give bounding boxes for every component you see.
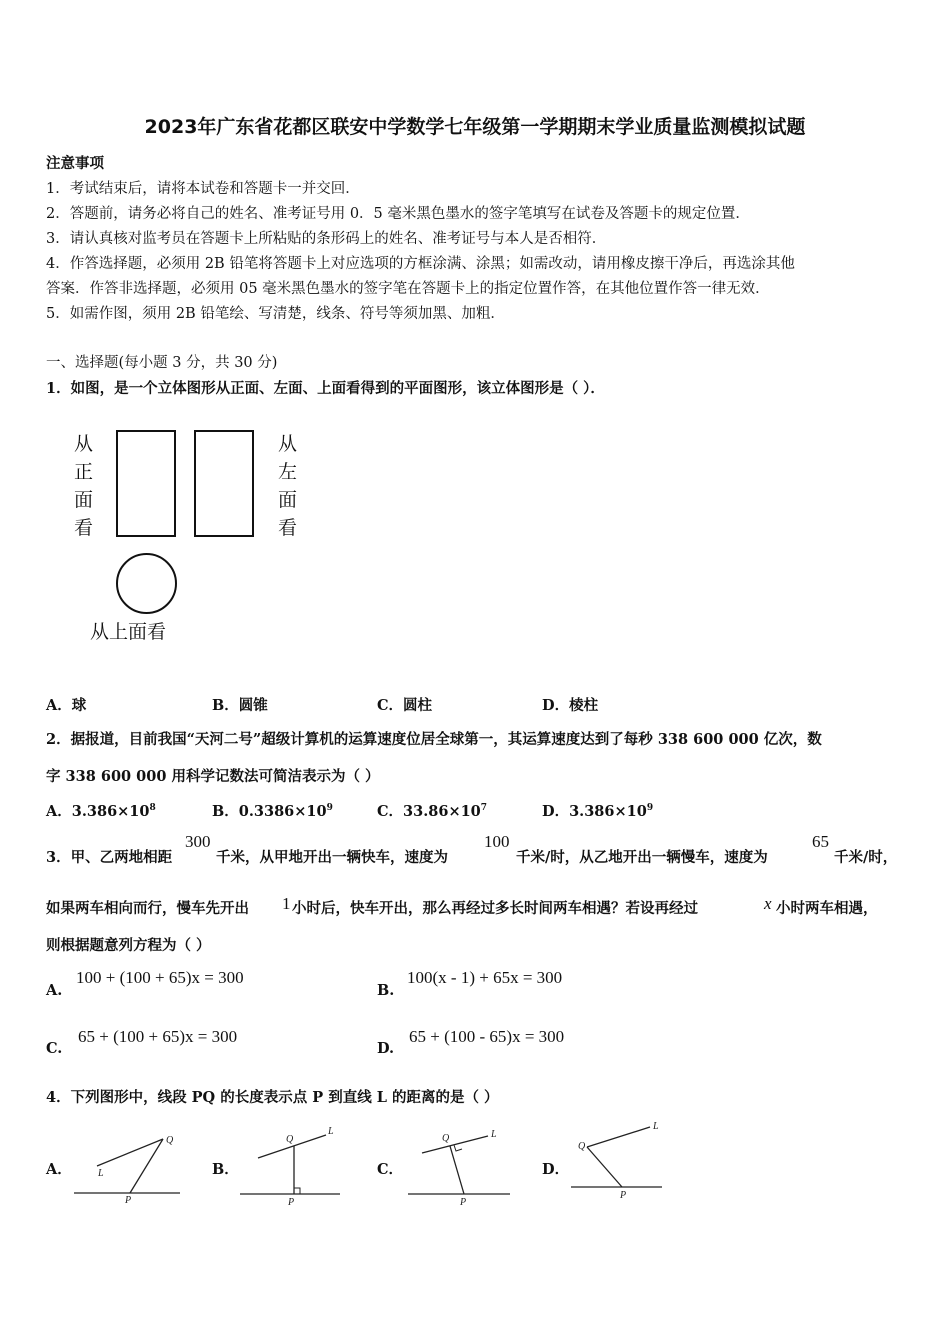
notice-item: 1．考试结束后，请将本试卷和答题卡一并交回．	[46, 181, 360, 197]
q4-option-c-label: C．	[377, 1161, 404, 1178]
q3-option-a-equation: 100 + (100 + 65)x = 300	[76, 968, 244, 987]
q3-text-part: 小时后，快车开出，那么再经过多长时间两车相遇？若设再经过	[292, 900, 698, 917]
point-p-label: P	[125, 1195, 132, 1206]
q3-text-part: 千米，从甲地开出一辆快车，速度为	[216, 849, 448, 866]
q4-option-d-figure	[568, 1115, 668, 1205]
q3-option-b-label: B.	[377, 982, 395, 999]
q4-option-b-label: B．	[212, 1161, 239, 1178]
q1-left-label: 从左面看	[278, 433, 298, 539]
q2-option-a: A．$3.386\times 10^8$	[46, 803, 156, 820]
line-l-label: L	[98, 1168, 104, 1179]
q4-option-d-label: D．	[542, 1161, 570, 1178]
q3-text-part: 3．甲、乙两地相距	[46, 849, 173, 866]
q3-text-part: 则根据题意列方程为（ ）	[46, 937, 211, 954]
point-q-label: Q	[166, 1135, 174, 1146]
q3-option-d-equation: 65 + (100 - 65)x = 300	[409, 1027, 565, 1046]
notice-item: 2．答题前，请务必将自己的姓名、准考证号用 0．5 毫米黑色墨水的签字笔填写在试卷及答题卡的规定位置．	[46, 206, 750, 222]
q2-option-c: C．$33.86\times 10^7$	[377, 803, 488, 820]
q1-option-b: B．圆锥	[212, 697, 268, 714]
q4-option-a-figure	[70, 1130, 185, 1210]
line-l-label: L	[328, 1126, 334, 1137]
q2-line2: 字 338 600 000 用科学记数法可简洁表示为（ ）	[46, 768, 380, 785]
q1-option-d: D．棱柱	[542, 697, 599, 714]
q2-line1: 2．据报道，目前我国“天河二号”超级计算机的运算速度位居全球第一，其运算速度达到了每秒 338 600 000 亿次，数	[46, 731, 822, 748]
q1-option-c: C．圆柱	[377, 697, 433, 714]
q4-option-b-figure	[236, 1120, 346, 1210]
point-q-label: Q	[442, 1133, 450, 1144]
section-heading: 一、选择题(每小题 3 分，共 30 分)	[46, 355, 278, 371]
notice-item: 5．如需作图，须用 2B 铅笔绘、写清楚，线条、符号等须加黑、加粗．	[46, 306, 505, 322]
notice-item: 答案．作答非选择题，必须用 05 毫米黑色墨水的签字笔在答题卡上的指定位置作答，在其他位置作答一律无效．	[46, 281, 770, 297]
q3-distance-value: 300	[185, 832, 211, 851]
q1-stem: 1．如图，是一个立体图形从正面、左面、上面看得到的平面图形，该立体图形是（ ）．	[46, 380, 605, 397]
page-title: 2023年广东省花都区联安中学数学七年级第一学期期末学业质量监测模拟试题	[144, 116, 806, 138]
point-p-label: P	[288, 1197, 295, 1208]
q4-option-c-figure	[404, 1120, 516, 1210]
q1-left-view-rectangle	[194, 430, 254, 537]
q3-variable: x	[764, 894, 772, 913]
q3-option-b-equation: 100(x - 1) + 65x = 300	[407, 968, 563, 987]
q3-text-part: 千米/时，从乙地开出一辆慢车，速度为	[516, 849, 768, 866]
q1-front-view-rectangle	[116, 430, 176, 537]
q1-option-a: A．球	[46, 697, 87, 714]
notice-item: 4．作答选择题，必须用 2B 铅笔将答题卡上对应选项的方框涂满、涂黑；如需改动，请用橡皮擦干净后，再选涂其他	[46, 256, 795, 272]
q3-text-part: 千米/时，	[834, 849, 898, 866]
notice-item: 3．请认真核对监考员在答题卡上所粘贴的条形码上的姓名、准考证号与本人是否相符．	[46, 231, 607, 247]
q3-slow-speed-value: 65	[812, 832, 829, 851]
q4-option-a-label: A．	[46, 1161, 72, 1178]
q1-top-view-circle	[116, 553, 177, 614]
q3-option-c-equation: 65 + (100 + 65)x = 300	[78, 1027, 238, 1046]
line-l-label: L	[653, 1121, 659, 1132]
q3-fast-speed-value: 100	[484, 832, 510, 851]
notice-heading: 注意事项	[46, 155, 104, 172]
q1-top-label: 从上面看	[90, 621, 167, 643]
q3-text-part: 小时两车相遇，	[776, 900, 878, 917]
q3-option-c-label: C.	[46, 1040, 63, 1057]
q3-hour-value: 1	[282, 894, 291, 913]
line-l-label: L	[491, 1129, 497, 1140]
point-p-label: P	[620, 1190, 627, 1201]
q3-option-a-label: A.	[46, 982, 63, 999]
q3-text-part: 如果两车相向而行，慢车先开出	[46, 900, 249, 917]
point-q-label: Q	[578, 1141, 586, 1152]
q2-option-d: D．$3.386\times 10^9$	[542, 803, 654, 820]
q2-option-b: B．$0.3386\times 10^9$	[212, 803, 333, 820]
q3-option-d-label: D.	[377, 1040, 395, 1057]
q4-stem: 4．下列图形中，线段 PQ 的长度表示点 P 到直线 L 的距离的是（ ）	[46, 1089, 499, 1106]
point-p-label: P	[460, 1197, 467, 1208]
point-q-label: Q	[286, 1134, 294, 1145]
q1-front-label: 从正面看	[74, 433, 94, 539]
